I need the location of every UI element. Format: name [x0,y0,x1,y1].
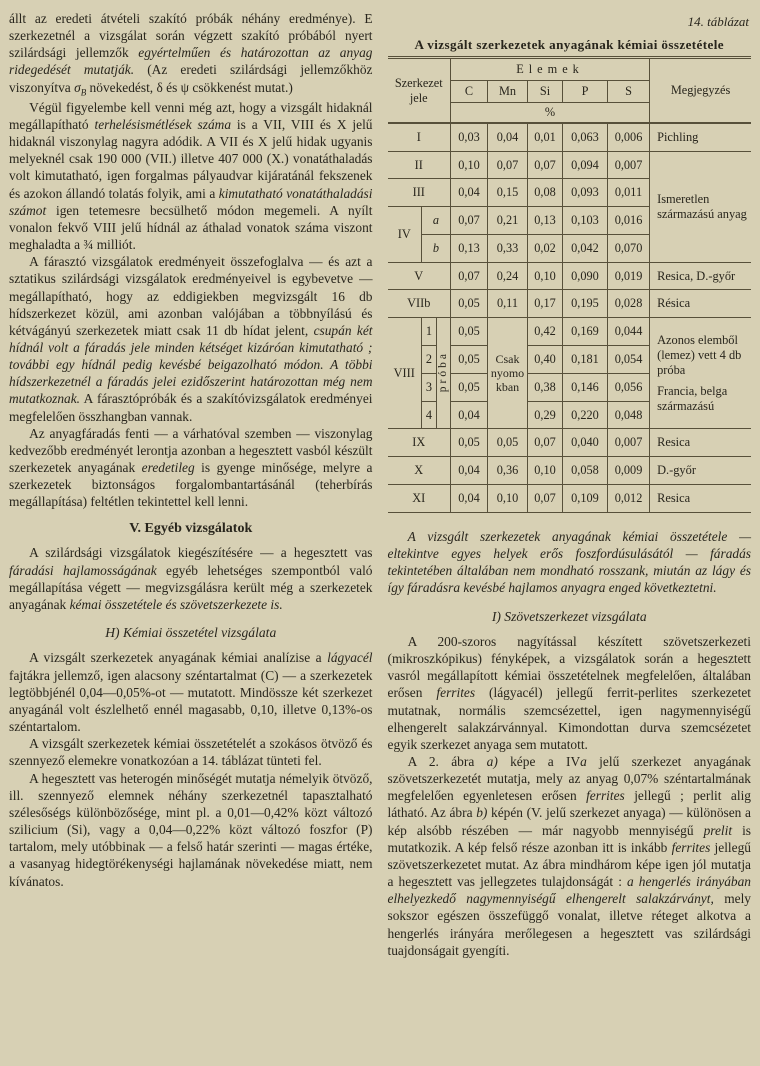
note-line: Azonos elemből (lemez) vett 4 db próba [657,333,742,377]
table-cell: II [388,151,451,179]
table-cell: 0,13 [451,234,488,262]
right-column [388,10,752,959]
paragraph: Végül figyelembe kell venni még azt, hogy a vizsgált hidaknál megállapítható terhelésismétlések száma is a VII, VIII és X jelű hidaknál viszonylag nagyra adódik. A VII és X jelű hidak ugyanis melyeknél csak 190 000 (VII.) illetve 407 000 (X.) vonatáthaladás volt kimutatható, igen forgalmas pályaudvar kijáratánál fekszenek és azokon állandó tolatás folyik, ami a kimutatható vonatáthaladási számot igen tetemesre becsülhető módon megemeli. A nyílt vonalon fekvő VIII jelű hídnál az áthalad vonatok száma viszont meghaladta a ¾ milliót. [9,99,373,253]
subsection-heading-kemiai-osszetetel: H) Kémiai összetétel vizsgálata [105,625,277,641]
table-cell: 0,169 [563,318,608,346]
paragraph: Az anyagfáradás fenti — a várhatóval szemben — viszonylag kedvezőbb eredményét lerontja azonban a hegesztett vasból készült szerkezetek anyagának eredetileg is gyenge minősége, melyre a szerkezetek biztonságos forgalombantartásánál (teherbírás megállapítása) feltétlen tekintettel kell lenni. [9,425,373,510]
table-cell: 0,02 [528,234,563,262]
table-cell: 0,146 [563,373,608,401]
paragraph: A vizsgált szerkezetek kémiai összetételét a szokásos ötvöző és szennyező elemekre vonatkozóan a 14. táblázat tünteti fel. [9,736,373,769]
table-cell: 0,058 [563,457,608,485]
table-cell: III [388,179,451,207]
table-cell: 0,38 [528,373,563,401]
table-cell: 0,10 [488,485,528,513]
table-cell: 0,29 [528,401,563,429]
table-cell: VIIb [388,290,451,318]
table-cell: 1 [422,318,437,346]
table-container [388,56,752,513]
note-line: Francia, belga származású [657,383,728,413]
table-cell: D.-győr [650,457,751,485]
table-cell: 0,016 [608,207,650,235]
paragraph: A hegesztett vas heterogén minőségét mutatja némelyik ötvöző, ill. szennyező elemnek néhány szerkezetnél tapasztalható szélesőségs különbözősége, mint pl. a 0,01—0,42% közt változó szilicium (Si), vagy a 0,04—0,22% közt változó foszfor (P) tartalom, mely utóbbinak — a felső határ szerinti — magas értéke, a vasanyag hidegtörékenységi hajlamának növekedése miatt, nem kívánatos. [9,770,373,889]
table-cell: 0,04 [451,179,488,207]
col-header-s: S [608,81,650,103]
paragraph: A 2. ábra a) képe a IVa jelű szerkezet anyagának szövetszerkezetét mutatja, mely az anyag 0,07% széntartalmának megfelelően egyenletesen erősen ferrites jellegű ; perlit alig látható. Az ábra b) képén (V. jelű szerkezet anyaga) — különösen a kép alsóbb részében — már nagyobb mennyiségű prelit is mutatkozik. A kép felső része azonban itt is inkább ferrites jellegű szövetszerkezetet mutat. Az ábra mindhárom képe igen jól mutatja a hegesztett vas jellegzetes tulajdonságát : a hengerlés irányában elhelyezkedő nagymennyiségű elhengerelt salakzárványt, mely sokszor egészen összefüggő vonalat, illetve réteget alkotva a hengerlés irányára merőlegesen a hegesztett vas szilárdsági tuajdonságait gyengíti. [387,753,751,958]
table-row [388,290,752,318]
table-cell: 0,109 [563,485,608,513]
paragraph: A szilárdsági vizsgálatok kiegészítésére — a hegesztett vas fáradási hajlamosságának egyéb lehetséges szempontból való megállapítása végett — megvizsgálásra került még a szerkezetek anyagának kémai összetétele és szövetszerkezete is. [9,545,373,612]
table-cell: Resica [650,429,751,457]
table-cell: 0,044 [608,318,650,346]
table-cell: 0,056 [608,373,650,401]
table-row [388,485,752,513]
table-cell: 0,10 [528,457,563,485]
table-title: A vizsgált szerkezetek anyagának kémiai összetétele [414,36,724,52]
col-header-szerkezet-jele: Szerkezet jele [388,59,451,123]
table-row [388,429,752,457]
table-cell [650,318,751,429]
table-cell: VIII [388,318,422,429]
table-cell: 0,040 [563,429,608,457]
table-cell: 0,07 [528,429,563,457]
table-cell: 0,181 [563,346,608,374]
table-cell: 0,04 [451,485,488,513]
table-cell: 4 [422,401,437,429]
col-header-c: C [451,81,488,103]
table-cell: 0,33 [488,234,528,262]
table-cell: Resica, D.-győr [650,262,751,290]
table-cell: XI [388,485,451,513]
paragraph: A vizsgált szerkezetek anyagának kémiai összetétele — eltekintve egyes helyek erős foszfordúsulásától — fáradás tekintetében általában nem mondható rosszank, miután az lágy és így fáradásra kevésbé hajlamos anyagra enged következtetni. [387,528,751,596]
table-cell: 0,05 [451,346,488,374]
table-cell: 0,24 [488,262,528,290]
table-cell: 0,13 [528,207,563,235]
table-cell: 0,094 [563,151,608,179]
chemical-composition-table [388,58,752,513]
table-cell: 0,048 [608,401,650,429]
table-cell: 0,10 [528,262,563,290]
unit-header-percent: % [451,102,650,122]
table-cell: 0,04 [451,401,488,429]
table-cell: Résica [650,290,751,318]
table-cell: 0,07 [451,262,488,290]
table-cell: 0,03 [451,123,488,151]
table-cell: 0,05 [451,318,488,346]
table-cell: 0,10 [451,151,488,179]
table-cell: 2 [422,346,437,374]
subsection-heading-szovetszerkezet: I) Szövetszerkezet vizsgálata [491,608,647,624]
table-cell: IX [388,429,451,457]
table-cell: V [388,262,451,290]
table-cell: 0,012 [608,485,650,513]
table-number-caption: 14. táblázat [687,14,749,29]
table-cell: 0,007 [608,429,650,457]
table-cell: 0,07 [528,151,563,179]
table-cell: 0,103 [563,207,608,235]
table-row [388,457,752,485]
table-cell: Csak nyomokban [488,318,528,429]
left-column [9,10,373,959]
col-header-mn: Mn [488,81,528,103]
table-cell: 0,093 [563,179,608,207]
col-header-megjegyzes: Megjegyzés [650,59,751,123]
col-header-p: P [563,81,608,103]
table-cell: 0,40 [528,346,563,374]
table-cell: I [388,123,451,151]
table-cell: Ismeretlen származású anyag [650,151,751,262]
table-cell: 0,04 [488,123,528,151]
table-cell: 0,070 [608,234,650,262]
table-cell: a [422,207,451,235]
table-cell: 0,07 [488,151,528,179]
col-group-header-elemek: Elemek [451,59,650,81]
table-cell: 3 [422,373,437,401]
table-cell: 0,05 [451,373,488,401]
table-row [388,123,752,151]
table-cell: 0,05 [451,429,488,457]
col-header-si: Si [528,81,563,103]
paragraph: A vizsgált szerkezetek anyagának kémiai analízise a lágyacél fajtákra jellemző, igen alacsony széntartalmat (C) — a szerkezetek legtöbbjénél 0,04—0,05%-ot — mutatott. Mindössze két szerkezet anyagánál volt észlelhető ennél magasabb, 0,10, illetve 0,13%-os széntartalom. [9,650,373,735]
table-cell: 0,04 [451,457,488,485]
section-heading-egyeb-vizsgalatok: V. Egyéb vizsgálatok [129,520,253,536]
table-cell: 0,220 [563,401,608,429]
table-cell: 0,006 [608,123,650,151]
table-header-row [388,59,752,81]
table-cell: Pichling [650,123,751,151]
paragraph: A 200-szoros nagyítással készített szövetszerkezeti (mikroszkópikus) fényképek, a vizsgálatok során a hegesztett vasról megállapított kémiai összetételnek megfelelően, általában erősen ferrites (lágyacél) jellegű ferrit-perlites szerkezetet mutatnak, normális szemcsézettel, igen nagymennyiségű elhengerelt salakzárvánnyal. Kimondottan durva szemcsézetet egyik szerkezet anyaga sem mutatott. [387,633,751,752]
table-cell: IV [388,207,422,263]
table-cell: 0,36 [488,457,528,485]
table-cell: 0,042 [563,234,608,262]
table-cell: 0,05 [488,429,528,457]
table-cell: 0,01 [528,123,563,151]
table-cell: 0,11 [488,290,528,318]
table-row [388,151,752,179]
table-cell: b [422,234,451,262]
table-cell: 0,05 [451,290,488,318]
paragraph: állt az eredeti átvételi szakító próbák néhány eredménye). E szerkezetnél a vizsgálat során végzett szakító próbából nyert szilárdsági jellemzők egyértelműen és határozottan az anyag ridegedését mutatják. (Az eredeti szilárdsági jellemzőkhöz viszonyítva $\sigma_B$ növekedést, δ és ψ csökkenést mutat.) [9,11,373,98]
table-cell: X [388,457,451,485]
paragraph: A fárasztó vizsgálatok eredményeit összefoglalva — és azt a sztatikus szilárdsági vizsgálatok eredményeivel is egybevetve — megállapítható, hogy az eddigiekben megvizsgált 16 db hídszerkezet közül, ami azonban valójában a többnyílású és kétvágányú szerkezetek miatt csak 11 db hídat jelent, csupán két hídnál volt a fáradás jele minden kétséget kizáróan kimutatható ; további egy hídnál pedig kevésbé beigazolható módon. A többi hídszerkezetnél a fáradás jelei ezidőszerint határozottan még nem mutatkoznak. A fárasztópróbák és a szakítóvizsgálatok eredményei megfelelően összhangban vannak. [9,254,373,424]
table-cell: 0,21 [488,207,528,235]
table-cell: 0,090 [563,262,608,290]
table-cell: 0,15 [488,179,528,207]
table-cell: 0,08 [528,179,563,207]
table-row [388,318,752,346]
table-cell: 0,17 [528,290,563,318]
table-cell: 0,028 [608,290,650,318]
vertical-label-proba: próba [437,318,451,429]
table-cell: Resica [650,485,751,513]
table-cell: 0,009 [608,457,650,485]
table-row [388,262,752,290]
table-cell: 0,019 [608,262,650,290]
table-cell: 0,054 [608,346,650,374]
table-cell: 0,07 [451,207,488,235]
table-cell: 0,063 [563,123,608,151]
table-cell: 0,011 [608,179,650,207]
table-cell: 0,195 [563,290,608,318]
table-cell: 0,07 [528,485,563,513]
table-cell: 0,42 [528,318,563,346]
table-cell: 0,007 [608,151,650,179]
